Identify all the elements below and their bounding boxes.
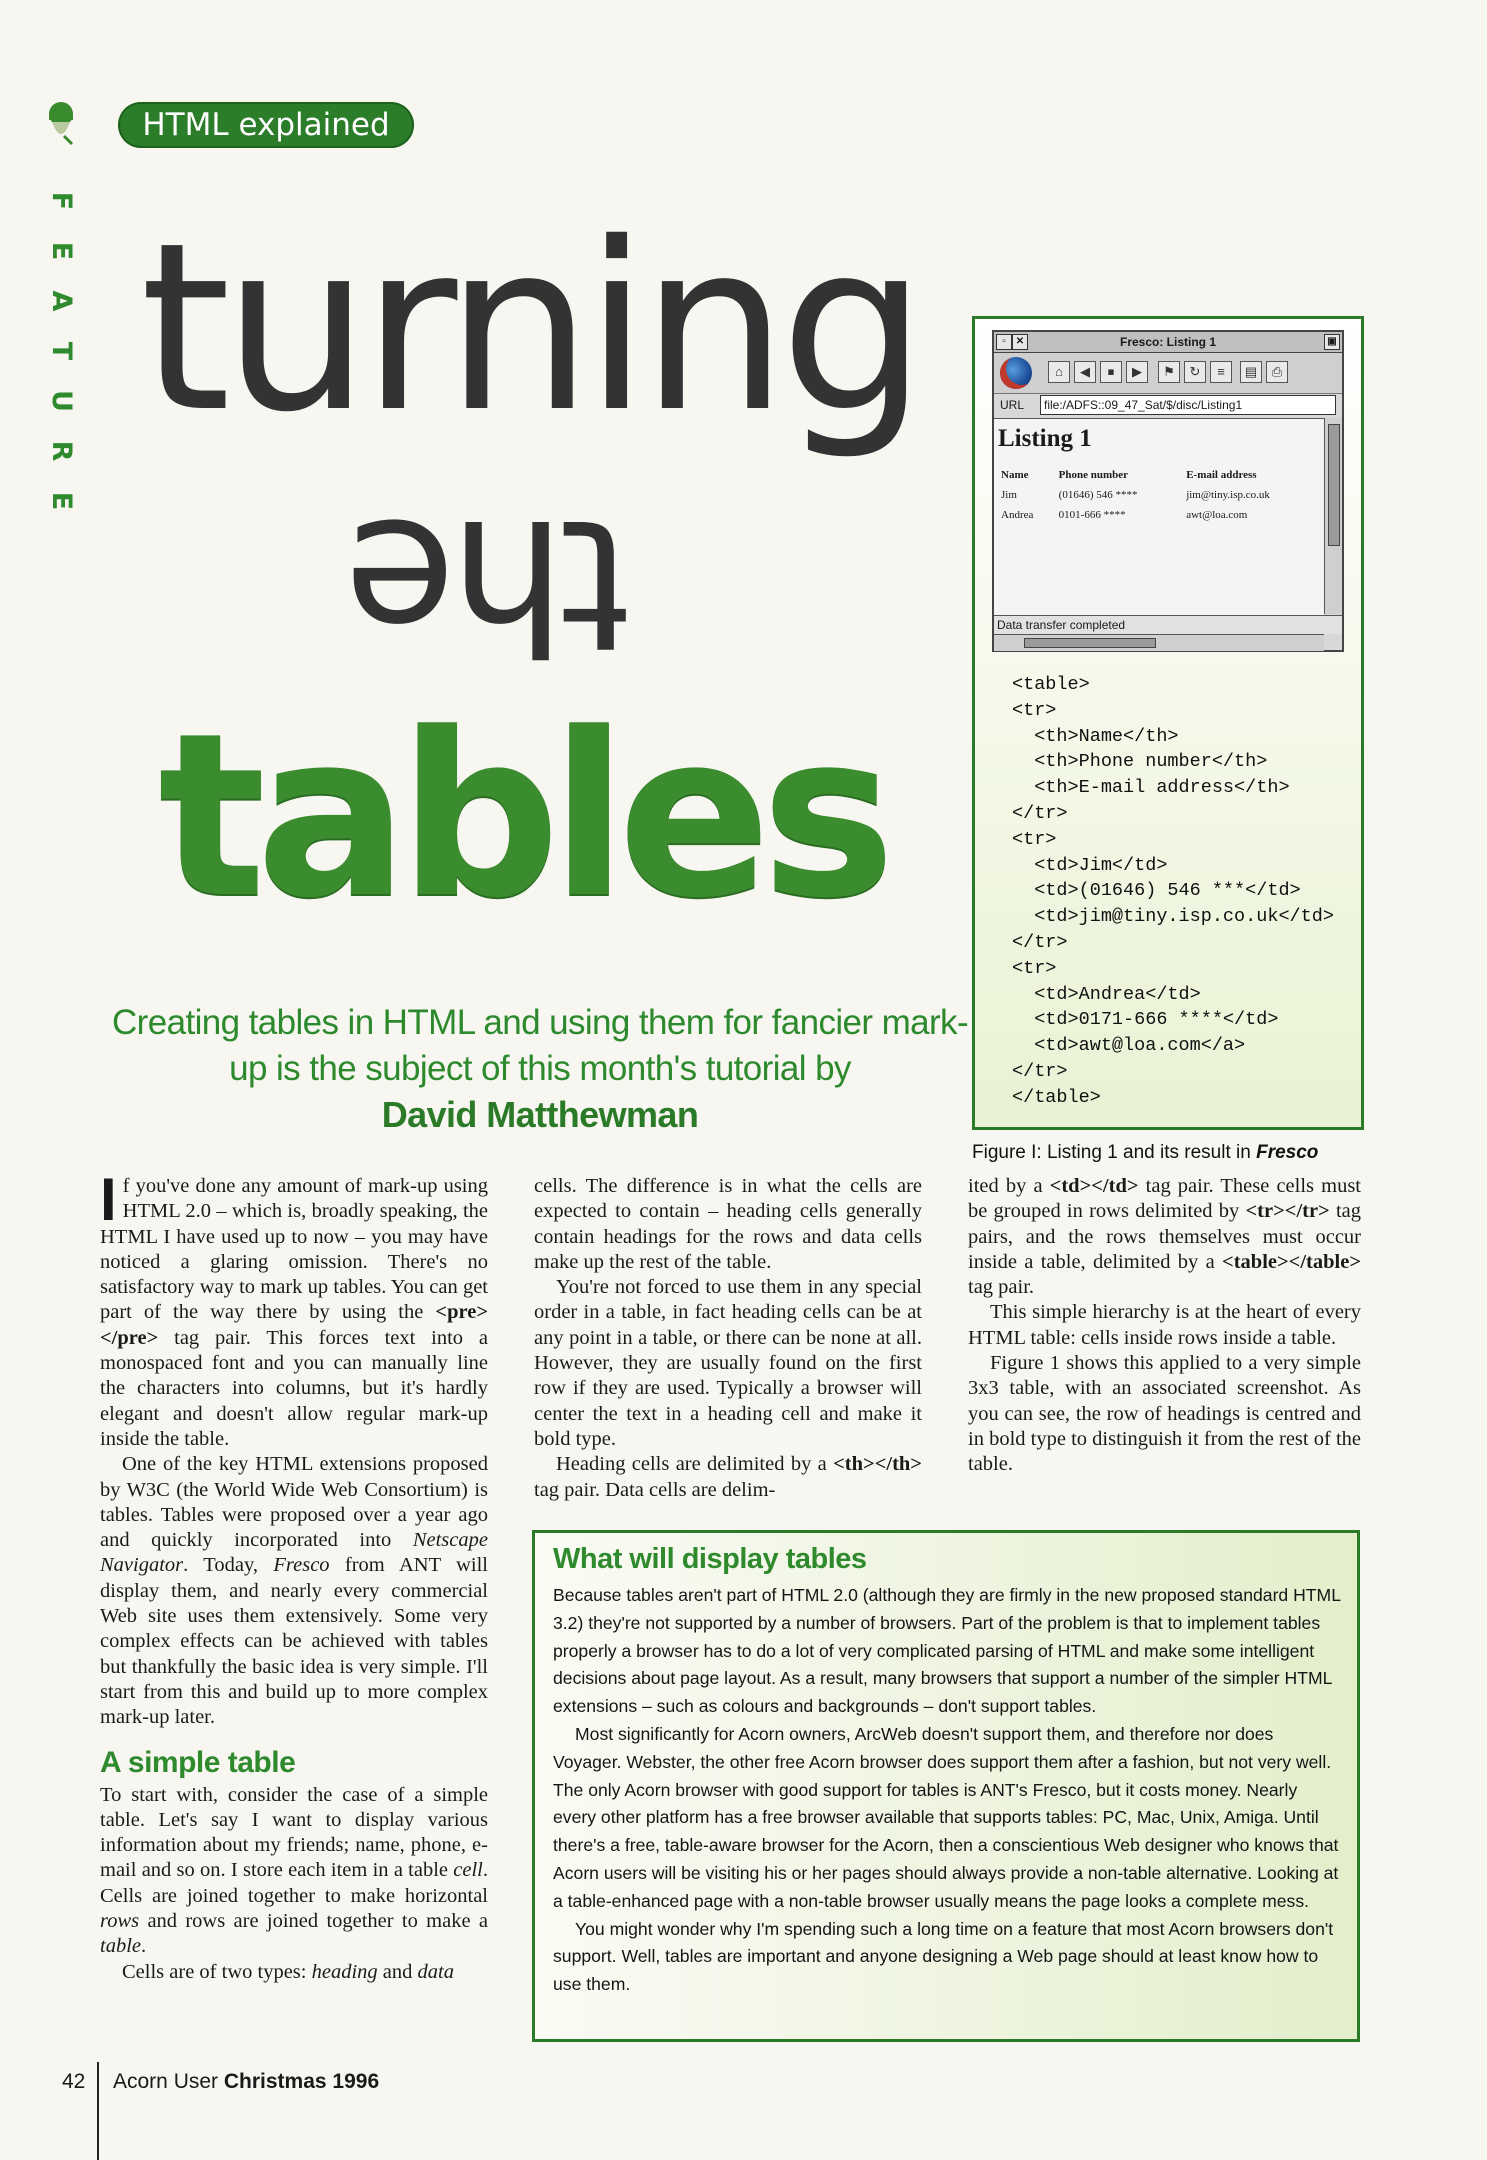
rendered-table xyxy=(998,465,1318,525)
close-icon[interactable]: ✕ xyxy=(1012,334,1028,350)
code-listing: <table> <tr> <th>Name</th> <th>Phone number</th> <th>E-mail address</th> </tr> <tr> <td>Jim</td> <td>(01646) 546 ***</td> <td>jim@tiny.isp.co.uk</td> </tr> <tr> <td>Andrea</td> <td>0171-666 ****</td> <td>awt@loa.com</a> </tr> </table> xyxy=(1012,674,1334,1108)
table-header: Name xyxy=(1001,469,1029,481)
page-heading: Listing 1 xyxy=(998,425,1092,452)
byline: David Matthewman xyxy=(381,1094,699,1135)
headline-turning: turning xyxy=(140,193,920,463)
page-number: 42 xyxy=(62,2070,86,2093)
globe-icon[interactable] xyxy=(1000,357,1032,389)
scrollbar-thumb[interactable] xyxy=(1024,638,1156,648)
footer-issue: Christmas 1996 xyxy=(223,2070,380,2093)
url-input[interactable]: file:/ADFS::09_47_Sat/$/disc/Listing1 xyxy=(1040,395,1336,415)
scrollbar-thumb[interactable] xyxy=(1328,424,1340,546)
footer-divider xyxy=(97,2062,99,2160)
vertical-scrollbar[interactable] xyxy=(1324,418,1342,614)
window-titlebar[interactable] xyxy=(994,332,1342,353)
footer-magazine: Acorn User Christmas 1996 xyxy=(113,2070,380,2093)
feature-vertical-label: F E A T U R E xyxy=(46,191,77,511)
sidebar-paragraph: You might wonder why I'm spending such a long time on a feature that most Acorn browsers don't support. Well, tables are important and anyone designing a Web page should at least know how to use them. xyxy=(553,1918,1334,1995)
headline-tables: tables xyxy=(158,685,886,948)
standfirst xyxy=(110,1000,970,1138)
status-bar: Data transfer completed xyxy=(994,615,1342,634)
figure-caption: Figure I: Listing 1 and its result in Fresco xyxy=(972,1142,1319,1163)
table-row: Andrea 0101-666 **** awt@loa.com xyxy=(1001,509,1248,521)
hotlist-icon[interactable]: ⚑ xyxy=(1158,361,1180,383)
body-column-2: cells. The difference is in what the cells are expected to contain – heading cells generally contain headings for the rows and data cells make up the rest of the table. You're not forced to use them in any special order in a table, in fact heading cells can be at any point in a table, or there can be none at all. However, they are usually found on the first row if they are used. Typically a browser will center the text in a heading cell and make it bold type. Heading cells are delimited by a <th></th> tag pair. Data cells are delim- xyxy=(534,1175,922,1501)
sidebar-title: What will display tables xyxy=(553,1543,867,1575)
reload-icon[interactable]: ↻ xyxy=(1184,361,1206,383)
acorn-icon xyxy=(48,100,74,146)
body-column-3: ited by a <td></td> tag pair. These cells must be grouped in rows delimited by <tr></tr> tag pairs, and the rows themselves must occur inside a table, delimited by a <table></table> tag pair. This simple hierarchy is at the heart of every HTML table: cells inside rows inside a table. Figure 1 shows this applied to a very simple 3x3 table, with an associated screenshot. As you can see, the row of headings is centred and in bold type to distinguish it from the rest of the table. xyxy=(968,1175,1361,1476)
sidebar-box xyxy=(532,1530,1360,2042)
url-row xyxy=(1000,394,1336,416)
standfirst-text: Creating tables in HTML and using them for fancier mark-up is the subject of this month's tutorial by xyxy=(111,1003,969,1088)
forward-icon[interactable]: ▶ xyxy=(1126,361,1148,383)
sidebar-paragraph: Because tables aren't part of HTML 2.0 (although they are firmly in the new proposed standard HTML 3.2) they're not supported by a number of browsers. Part of the problem is that to implement tables properly a browser has to do a lot of very complicated parsing of HTML and make some intelligent decisions about page layout. As a result, many browsers that support a number of the simpler HTML extensions – such as colours and backgrounds – don't support tables. xyxy=(553,1585,1341,1717)
history-icon[interactable]: ≡ xyxy=(1210,361,1232,383)
back-icon[interactable]: ◀ xyxy=(1074,361,1096,383)
table-header: E-mail address xyxy=(1186,469,1257,481)
stop-icon[interactable]: ⏹ xyxy=(1100,361,1122,383)
table-row: Jim (01646) 546 **** jim@tiny.isp.co.uk xyxy=(1001,489,1270,501)
section-pill: HTML explained xyxy=(118,102,414,148)
fresco-window xyxy=(992,330,1344,652)
drop-cap: I xyxy=(100,1166,117,1233)
url-label: URL xyxy=(1000,398,1025,412)
toggle-size-icon[interactable]: ▣ xyxy=(1324,334,1340,350)
headline-the-inverted: the xyxy=(350,479,631,691)
sidebar-paragraph: Most significantly for Acorn owners, ArcWeb doesn't support them, and therefore nor does Voyager. Webster, the other free Acorn browser does support them after a fashion, but not very well. The only Acorn browser with good support for tables is ANT's Fresco, but it costs money. Nearly every other platform has a free browser available that supports tables: PC, Mac, Unix, Amiga. Until there's a free, table-aware browser for the Acorn, then a conscientious Web designer who knows that Acorn users will be visiting his or her pages should always provide a non-table alternative. Looking at a table-enhanced page with a non-table browser usually means the page looks a complete mess. xyxy=(553,1723,1339,1911)
browser-toolbar xyxy=(994,353,1342,394)
back-window-icon[interactable]: ▫ xyxy=(996,334,1012,350)
table-header: Phone number xyxy=(1058,469,1129,481)
horizontal-scrollbar[interactable] xyxy=(994,634,1324,651)
body-column-1: If you've done any amount of mark-up using HTML 2.0 – which is, broadly speaking, the HTML I have used up to now – you may have noticed a glaring omission. There's no satisfactory way to mark up tables. You can get part of the way there by using the <pre></pre> tag pair. This forces text into a monospaced font and you can manually line the characters into columns, but it's hardly elegant and doesn't allow regular mark-up inside the table. One of the key HTML extensions proposed by W3C (the World Wide Web Consortium) is tables. Tables were proposed over a year ago and quickly incorporated into Netscape Navigator. Today, Fresco from ANT will display them, and nearly every commercial Web site uses them extensively. Some very complex effects can be achieved with tables but thankfully the basic idea is very simple. I'll start from this and build up to more complex mark-up later. A simple table To start with, consider the case of a simple table. Let's say I want to display various information about my friends; name, phone, e-mail and so on. I store each item in a table cell. Cells are joined together to make horizontal rows and rows are joined together to make a table. Cells are of two types: heading and data xyxy=(100,1166,488,1983)
browser-content xyxy=(994,418,1324,615)
save-icon[interactable]: ▤ xyxy=(1240,361,1262,383)
window-title: Fresco: Listing 1 xyxy=(1119,335,1217,349)
subhead-simple-table: A simple table xyxy=(100,1745,296,1779)
print-icon[interactable]: ⎙ xyxy=(1266,361,1288,383)
home-icon[interactable]: ⌂ xyxy=(1048,361,1070,383)
